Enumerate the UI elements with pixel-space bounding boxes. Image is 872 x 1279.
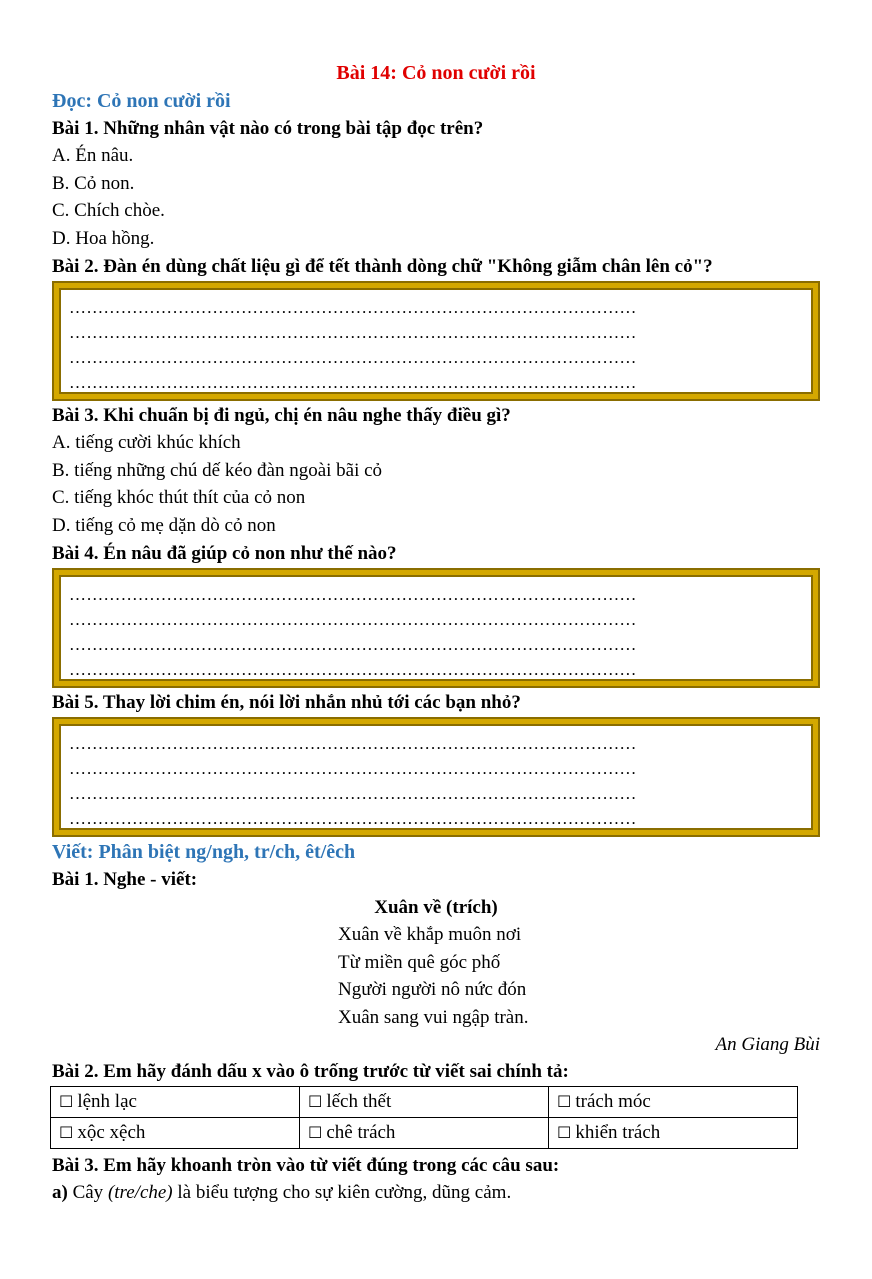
question-4: Bài 4. Én nâu đã giúp cỏ non như thế nào?: [52, 543, 397, 564]
checkbox-icon[interactable]: ☐: [59, 1092, 74, 1111]
writing-section-heading: Viết: Phân biệt ng/ngh, tr/ch, êt/êch: [52, 841, 356, 863]
poem-title: Xuân về (trích): [374, 897, 498, 918]
question-5: Bài 5. Thay lời chim én, nói lời nhắn nhủ tới các bạn nhỏ?: [52, 692, 521, 713]
table-cell[interactable]: [300, 1087, 549, 1118]
checkbox-icon[interactable]: ☐: [308, 1092, 323, 1111]
dotted-line: ………………………………………………………………………………………: [69, 809, 637, 828]
answer-box-q5[interactable]: [52, 717, 820, 837]
sentence-start: Cây: [72, 1182, 104, 1203]
reading-section-heading: Đọc: Cỏ non cười rồi: [52, 90, 231, 112]
dotted-line: ………………………………………………………………………………………: [69, 585, 637, 604]
page-title: Bài 14: Cỏ non cười rồi: [336, 62, 536, 84]
q3-option-d: D. tiếng cỏ mẹ dặn dò cỏ non: [52, 515, 276, 536]
question-1: Bài 1. Những nhân vật nào có trong bài tập đọc trên?: [52, 118, 484, 139]
question-3: Bài 3. Khi chuẩn bị đi ngủ, chị én nâu nghe thấy điều gì?: [52, 405, 511, 426]
poem-line-1: Xuân về khắp muôn nơi: [338, 924, 522, 945]
q1-option-a: A. Én nâu.: [52, 145, 134, 166]
word-label: lệnh lạc: [77, 1091, 137, 1112]
writing-question-3: Bài 3. Em hãy khoanh tròn vào từ viết đúng trong các câu sau:: [52, 1155, 560, 1176]
dotted-line: ………………………………………………………………………………………: [69, 660, 637, 679]
dotted-line: ………………………………………………………………………………………: [69, 610, 637, 629]
dotted-line: ………………………………………………………………………………………: [69, 784, 637, 803]
dotted-line: ………………………………………………………………………………………: [69, 734, 637, 753]
table-cell[interactable]: [51, 1087, 300, 1118]
writing-question-2: Bài 2. Em hãy đánh dấu x vào ô trống trước từ viết sai chính tả:: [52, 1061, 569, 1082]
q1-option-d: D. Hoa hồng.: [52, 228, 155, 249]
poem-author: An Giang Bùi: [715, 1034, 820, 1055]
dotted-line: ………………………………………………………………………………………: [69, 373, 637, 392]
w3-item-a: [52, 1181, 511, 1205]
word-label: khiển trách: [575, 1122, 661, 1143]
table-row: [51, 1118, 798, 1149]
spelling-table: [50, 1086, 798, 1149]
q3-option-b: B. tiếng những chú dế kéo đàn ngoài bãi cỏ: [52, 460, 383, 481]
item-label: a): [52, 1182, 68, 1203]
checkbox-icon[interactable]: ☐: [557, 1123, 572, 1142]
q1-option-b: B. Cỏ non.: [52, 173, 135, 194]
word-label: chê trách: [326, 1122, 396, 1143]
q3-option-a: A. tiếng cười khúc khích: [52, 432, 241, 453]
dotted-line: ………………………………………………………………………………………: [69, 348, 637, 367]
writing-question-1: Bài 1. Nghe - viết:: [52, 869, 198, 890]
q1-option-c: C. Chích chòe.: [52, 200, 165, 221]
sentence-end: là biểu tượng cho sự kiên cường, dũng cảm.: [177, 1182, 512, 1203]
dotted-line: ………………………………………………………………………………………: [69, 298, 637, 317]
table-cell[interactable]: [300, 1118, 549, 1149]
word-label: lếch thết: [326, 1091, 392, 1112]
poem-line-4: Xuân sang vui ngập tràn.: [338, 1007, 529, 1028]
word-label: trách móc: [575, 1091, 651, 1112]
table-cell[interactable]: [549, 1118, 798, 1149]
dotted-line: ………………………………………………………………………………………: [69, 323, 637, 342]
answer-box-inner: [59, 575, 813, 681]
table-cell[interactable]: [549, 1087, 798, 1118]
word-label: xộc xệch: [77, 1122, 146, 1143]
answer-box-q2[interactable]: [52, 281, 820, 401]
answer-box-inner: [59, 724, 813, 830]
answer-box-q4[interactable]: [52, 568, 820, 688]
word-choice[interactable]: (tre/che): [107, 1182, 173, 1203]
dotted-line: ………………………………………………………………………………………: [69, 759, 637, 778]
checkbox-icon[interactable]: ☐: [59, 1123, 74, 1142]
checkbox-icon[interactable]: ☐: [557, 1092, 572, 1111]
dotted-line: ………………………………………………………………………………………: [69, 635, 637, 654]
poem-line-2: Từ miền quê góc phố: [338, 952, 501, 973]
answer-box-inner: [59, 288, 813, 394]
q3-option-c: C. tiếng khóc thút thít của cỏ non: [52, 487, 306, 508]
table-cell[interactable]: [51, 1118, 300, 1149]
poem-line-3: Người người nô nức đón: [338, 979, 527, 1000]
question-2: Bài 2. Đàn én dùng chất liệu gì để tết thành dòng chữ "Không giẫm chân lên cỏ"?: [52, 256, 713, 277]
checkbox-icon[interactable]: ☐: [308, 1123, 323, 1142]
table-row: [51, 1087, 798, 1118]
